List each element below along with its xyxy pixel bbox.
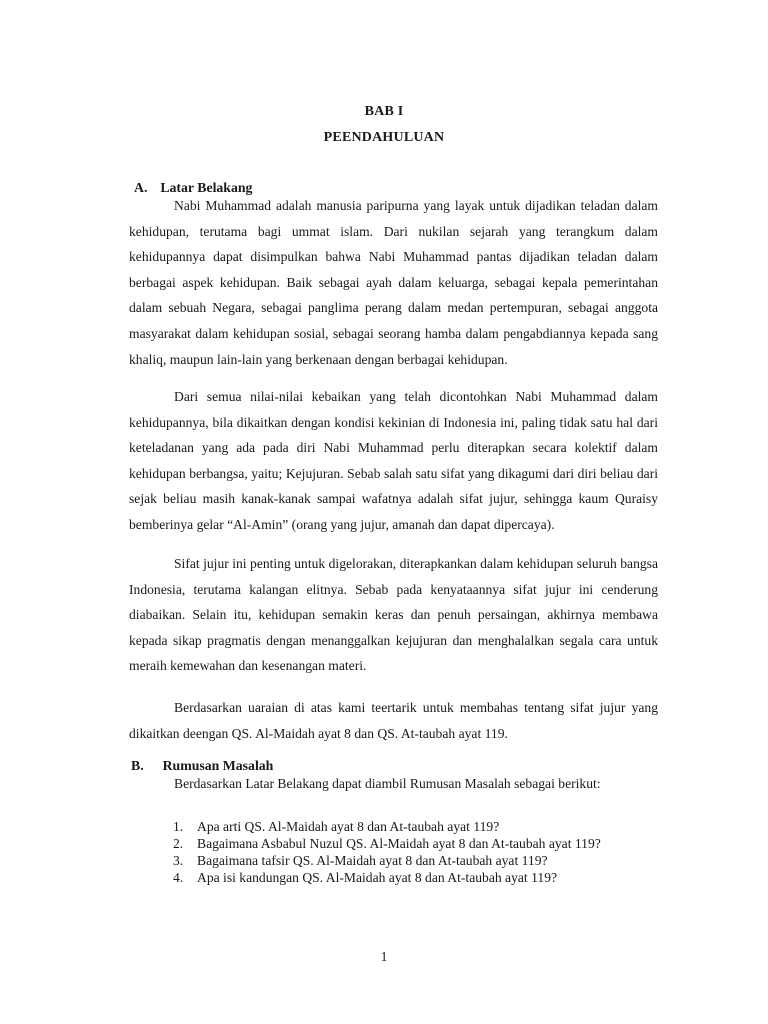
problem-list	[173, 818, 673, 886]
list-item: 1. Apa arti QS. Al-Maidah ayat 8 dan At-taubah ayat 119?	[173, 819, 500, 834]
list-item: 4. Apa isi kandungan QS. Al-Maidah ayat 8 dan At-taubah ayat 119?	[173, 870, 558, 885]
paragraph-3: Sifat jujur ini penting untuk digelorakan, diterapkankan dalam kehidupan seluruh bangsa Indonesia, terutama kalangan elitnya. Sebab pada kenyataannya sifat jujur ini cenderung diabaikan. Selain itu, kehidupan semakin keras dan penuh persaingan, akhirnya membawa kepada sikap pragmatis dengan menanggalkan kejujuran dan menghalalkan segala cara untuk meraih kemewahan dan kesenangan materi.	[129, 556, 658, 674]
list-item: 3. Bagaimana tafsir QS. Al-Maidah ayat 8 dan At-taubah ayat 119?	[173, 853, 548, 868]
section-a-label: A.	[134, 180, 148, 195]
page-number: 1	[380, 949, 388, 964]
chapter-title: PEENDAHULUAN	[323, 130, 445, 145]
section-b-title: Rumusan Masalah	[162, 758, 274, 773]
paragraph-2: Dari semua nilai-nilai kebaikan yang telah dicontohkan Nabi Muhammad dalam kehidupannya, bila dikaitkan dengan kondisi kekinian di Indonesia ini, paling tidak satu hal dari keteladanan yang ada pada diri Nabi Muhammad perlu diterapkan secara kolektif dalam kehidupan berbangsa, yaitu; Kejujuran. Sebab salah satu sifat yang dikagumi dari diri beliau dari sejak beliau masih kanak-kanak sampai wafatnya adalah sifat jujur, sehingga kaum Quraisy bemberinya gelar “Al-Amin” (orang yang jujur, amanah dan dapat dipercaya).	[129, 389, 658, 532]
paragraph-4: Berdasarkan uaraian di atas kami teertarik untuk membahas tentang sifat jujur yang dikaitkan deengan QS. Al-Maidah ayat 8 dan QS. At-taubah ayat 119.	[129, 700, 658, 741]
section-b-intro: Berdasarkan Latar Belakang dapat diambil Rumusan Masalah sebagai berikut:	[174, 776, 601, 791]
section-b-label: B.	[131, 758, 144, 773]
paragraph-1: Nabi Muhammad adalah manusia paripurna yang layak untuk dijadikan teladan dalam kehidupan, terutama bagi ummat islam. Dari nukilan sejarah yang terangkum dalam kehidupannya dapat disimpulkan bahwa Nabi Muhammad pantas dijadikan teladan dalam berbagai aspek kehidupan. Baik sebagai ayah dalam keluarga, sebagai kepala pemerintahan dalam sebuah Negara, sebagai panglima perang dalam medan pertempuran, sebagai anggota masyarakat dalam kehidupan sosial, sebagai seorang hamba dalam pengabdiannya kepada sang khaliq, maupun lain-lain yang berkenaan dengan berbagai kehidupan.	[129, 198, 658, 367]
list-item: 2. Bagaimana Asbabul Nuzul QS. Al-Maidah ayat 8 dan At-taubah ayat 119?	[173, 836, 601, 851]
section-a-title: Latar Belakang	[160, 180, 253, 195]
chapter-label: BAB I	[364, 104, 404, 119]
